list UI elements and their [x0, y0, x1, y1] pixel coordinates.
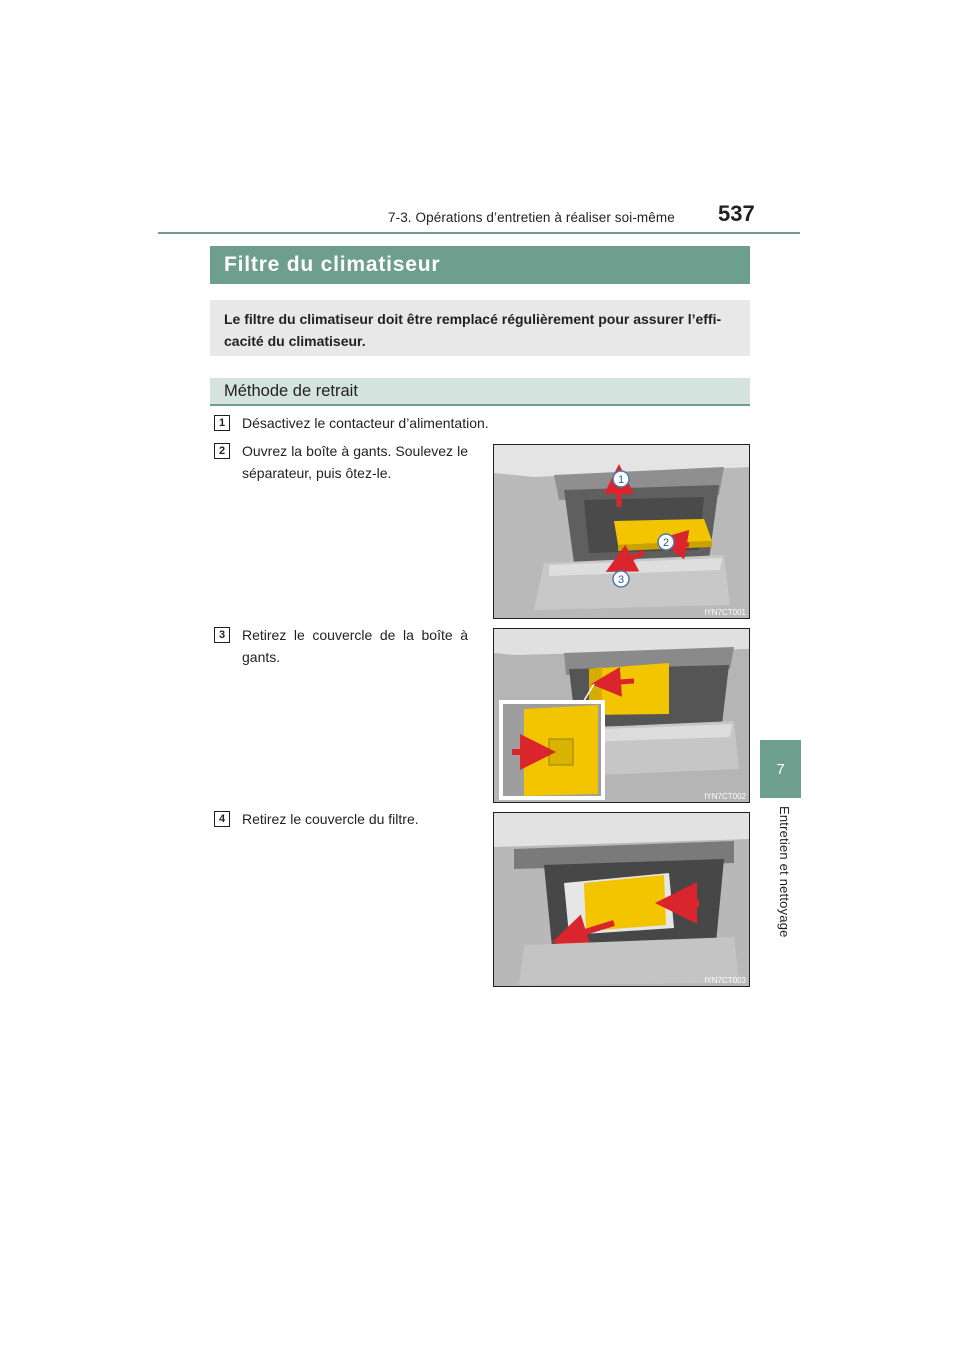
- step-3-illustration: [493, 628, 750, 803]
- header-rule: [158, 232, 800, 234]
- callout-3: 3: [617, 574, 625, 586]
- intro-box: [210, 300, 750, 356]
- step-1-text: Désactivez le contacteur d’alimentation.: [242, 415, 489, 431]
- step-3-number: 3: [214, 627, 230, 643]
- step-2-illustration: [493, 444, 750, 619]
- chapter-tab: [760, 740, 801, 798]
- step-2-image-code: IYN7CT001: [704, 608, 746, 617]
- page-number: 537: [718, 201, 755, 226]
- step-4-text: Retirez le couvercle du filtre.: [242, 811, 419, 827]
- step-2-number: 2: [214, 443, 230, 459]
- subheading-text: Méthode de retrait: [224, 381, 358, 400]
- step-1-number: 1: [214, 415, 230, 431]
- step-3-image-code: IYN7CT002: [704, 792, 746, 801]
- step-2-text: Ouvrez la boîte à gants. Soulevez le séparateur, puis ôtez-le.: [242, 443, 468, 481]
- subheading: [210, 378, 750, 406]
- step-4-illustration: [493, 812, 750, 987]
- chapter-number: 7: [776, 760, 785, 778]
- callout-1: 1: [617, 474, 625, 486]
- running-header-section: 7-3. Opérations d’entretien à réaliser soi-même: [388, 210, 675, 225]
- step-4-number: 4: [214, 811, 230, 827]
- chapter-label: Entretien et nettoyage: [777, 806, 792, 938]
- callout-2: 2: [662, 537, 670, 549]
- intro-text: Le filtre du climatiseur doit être remplacé régulièrement pour assurer l’effi- cacité du climatiseur.: [224, 311, 722, 349]
- page-title: [210, 246, 750, 284]
- step-4-image-code: IYN7CT003: [704, 976, 746, 985]
- page-title-text: Filtre du climatiseur: [224, 253, 441, 276]
- step-3-text: Retirez le couvercle de la boîte à gants.: [242, 627, 468, 665]
